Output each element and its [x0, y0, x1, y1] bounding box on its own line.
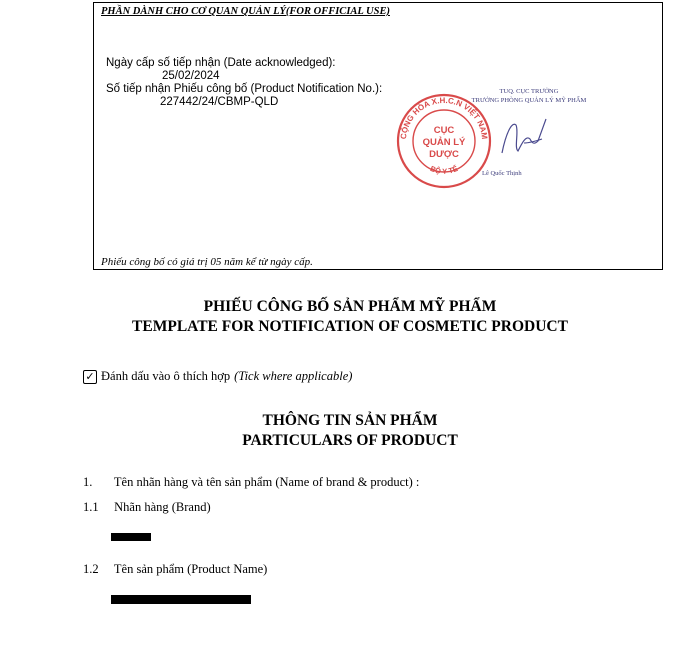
date-acknowledged-label: Ngày cấp số tiếp nhận (Date acknowledged):: [106, 57, 336, 69]
notification-number-value: 227442/24/CBMP-QLD: [160, 96, 279, 108]
acknowledgement-block: [106, 57, 382, 109]
item-1: [83, 475, 419, 490]
svg-text:QUẢN LÝ: QUẢN LÝ: [422, 137, 466, 148]
item-1-2-label: Tên sản phẩm (Product Name): [113, 562, 268, 576]
date-acknowledged-value: 25/02/2024: [162, 70, 220, 82]
product-name-redaction: [111, 595, 251, 604]
item-1-number: 1.: [83, 475, 93, 489]
signer-title: [469, 87, 589, 105]
section-title: [0, 411, 700, 451]
official-use-box: [93, 2, 663, 270]
tick-instruction: [83, 369, 352, 384]
document-title: [0, 297, 700, 337]
notification-number-label: Số tiếp nhận Phiếu công bố (Product Notification No.):: [106, 83, 383, 95]
svg-text:DƯỢC: DƯỢC: [429, 149, 459, 160]
item-1-1: [83, 500, 211, 515]
signer-title-line-1: TUQ. CỤC TRƯỞNG: [499, 88, 559, 95]
item-1-2-number: 1.2: [83, 562, 99, 576]
checkbox-checked-icon[interactable]: ✓: [83, 370, 97, 384]
item-1-1-number: 1.1: [83, 500, 99, 514]
signer-title-line-2: TRƯỞNG PHÒNG QUẢN LÝ MỸ PHẨM: [471, 97, 587, 104]
svg-text:CỘNG HÒA X.H.C.N VIỆT NAM: CỘNG HÒA X.H.C.N VIỆT NAM: [398, 95, 490, 140]
tick-instruction-vi: Đánh dấu vào ô thích hợp: [101, 369, 231, 383]
official-stamp-icon: [394, 91, 494, 191]
svg-text:CỤC: CỤC: [433, 125, 455, 136]
section-title-vi: THÔNG TIN SẢN PHẨM: [262, 412, 438, 429]
validity-note: Phiếu công bố có giá trị 05 năm kể từ ngày cấp.: [101, 256, 313, 268]
document-title-vi: PHIẾU CÔNG BỐ SẢN PHẨM MỸ PHẨM: [203, 298, 497, 315]
item-1-label: Tên nhãn hàng và tên sản phẩm (Name of brand & product) :: [113, 475, 420, 489]
item-1-1-label: Nhãn hàng (Brand): [114, 500, 211, 514]
brand-redaction: [111, 533, 151, 541]
signature-icon: [494, 113, 554, 163]
tick-instruction-en: (Tick where applicable): [234, 369, 353, 383]
svg-text:BỘ Y TẾ: BỘ Y TẾ: [428, 164, 460, 176]
section-title-en: PARTICULARS OF PRODUCT: [242, 432, 458, 449]
document-title-en: TEMPLATE FOR NOTIFICATION OF COSMETIC PRODUCT: [132, 318, 568, 335]
signer-name: Lê Quốc Thịnh: [482, 170, 522, 177]
item-1-2: [83, 562, 267, 577]
official-use-heading: PHẦN DÀNH CHO CƠ QUAN QUẢN LÝ(FOR OFFICIAL USE): [101, 6, 390, 17]
